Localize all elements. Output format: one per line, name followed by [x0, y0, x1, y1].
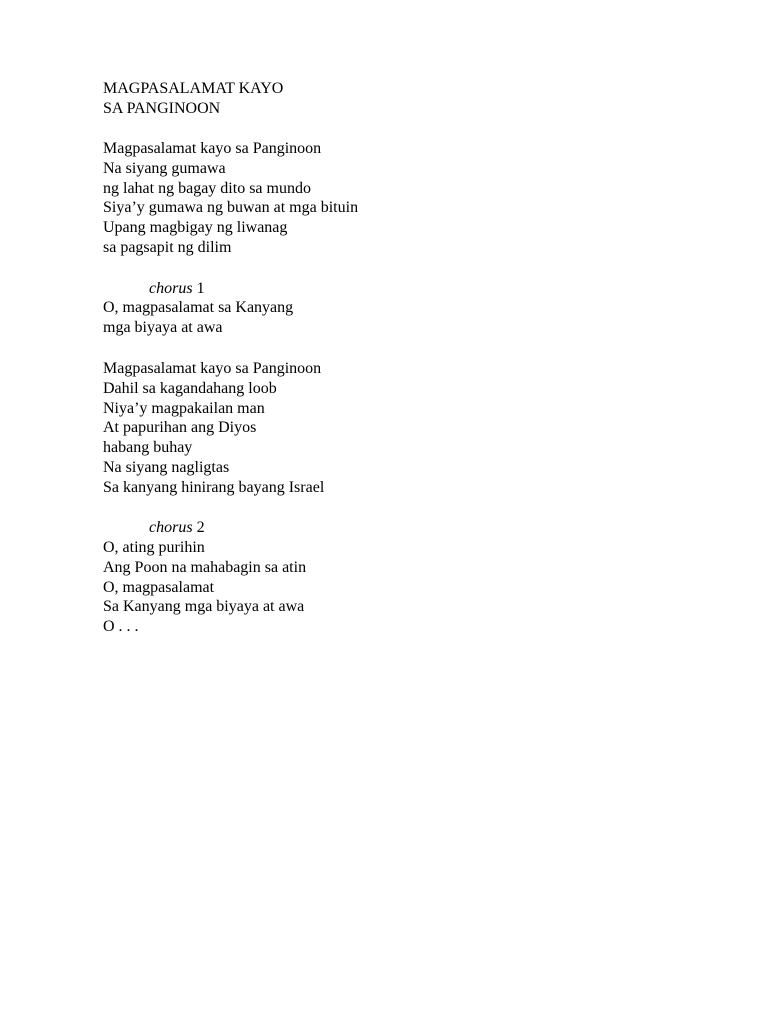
lyric-line: sa pagsapit ng dilim — [103, 238, 232, 256]
chorus-1-label — [149, 279, 205, 299]
lyric-line: O, magpasalamat — [103, 578, 215, 596]
lyric-line: Siya’y gumawa ng buwan at mga bituin — [103, 199, 359, 217]
chorus-1 — [103, 298, 293, 338]
lyric-line: Upang magbigay ng liwanag — [103, 219, 288, 237]
song-title — [103, 79, 283, 119]
lyric-line: O, ating purihin — [103, 539, 205, 556]
lyric-line: O . . . — [103, 618, 139, 636]
lyric-line: Sa kanyang hinirang bayang Israel — [103, 478, 325, 496]
chorus-word: chorus — [149, 519, 193, 536]
lyric-line: At papurihan ang Diyos — [103, 419, 257, 437]
lyric-line: Magpasalamat kayo sa Panginoon — [103, 140, 322, 157]
lyric-line: O, magpasalamat sa Kanyang — [103, 299, 294, 316]
title-line: MAGPASALAMAT KAYO — [103, 80, 284, 97]
lyric-line: ng lahat ng bagay dito sa mundo — [103, 179, 311, 197]
chorus-label-line — [149, 279, 205, 299]
lyric-line: Sa Kanyang mga biyaya at awa — [103, 598, 305, 616]
chorus-word: chorus — [149, 280, 193, 297]
lyric-line: Na siyang gumawa — [103, 159, 226, 177]
lyric-line: Na siyang nagligtas — [103, 458, 230, 476]
verse-2 — [103, 359, 324, 498]
title-line: SA PANGINOON — [103, 99, 221, 117]
lyric-line: Ang Poon na mahabagin sa atin — [103, 558, 307, 576]
chorus-number: 1 — [196, 280, 205, 297]
chorus-label-line — [149, 518, 205, 538]
chorus-2 — [103, 538, 306, 637]
chorus-2-label — [149, 518, 205, 538]
lyric-line: Niya’y magpakailan man — [103, 399, 265, 417]
lyric-line: habang buhay — [103, 439, 193, 457]
lyric-line: Dahil sa kagandahang loob — [103, 379, 277, 397]
verse-1 — [103, 139, 358, 258]
lyric-line: Magpasalamat kayo sa Panginoon — [103, 360, 322, 377]
lyric-line: mga biyaya at awa — [103, 318, 223, 336]
chorus-number: 2 — [196, 519, 205, 536]
